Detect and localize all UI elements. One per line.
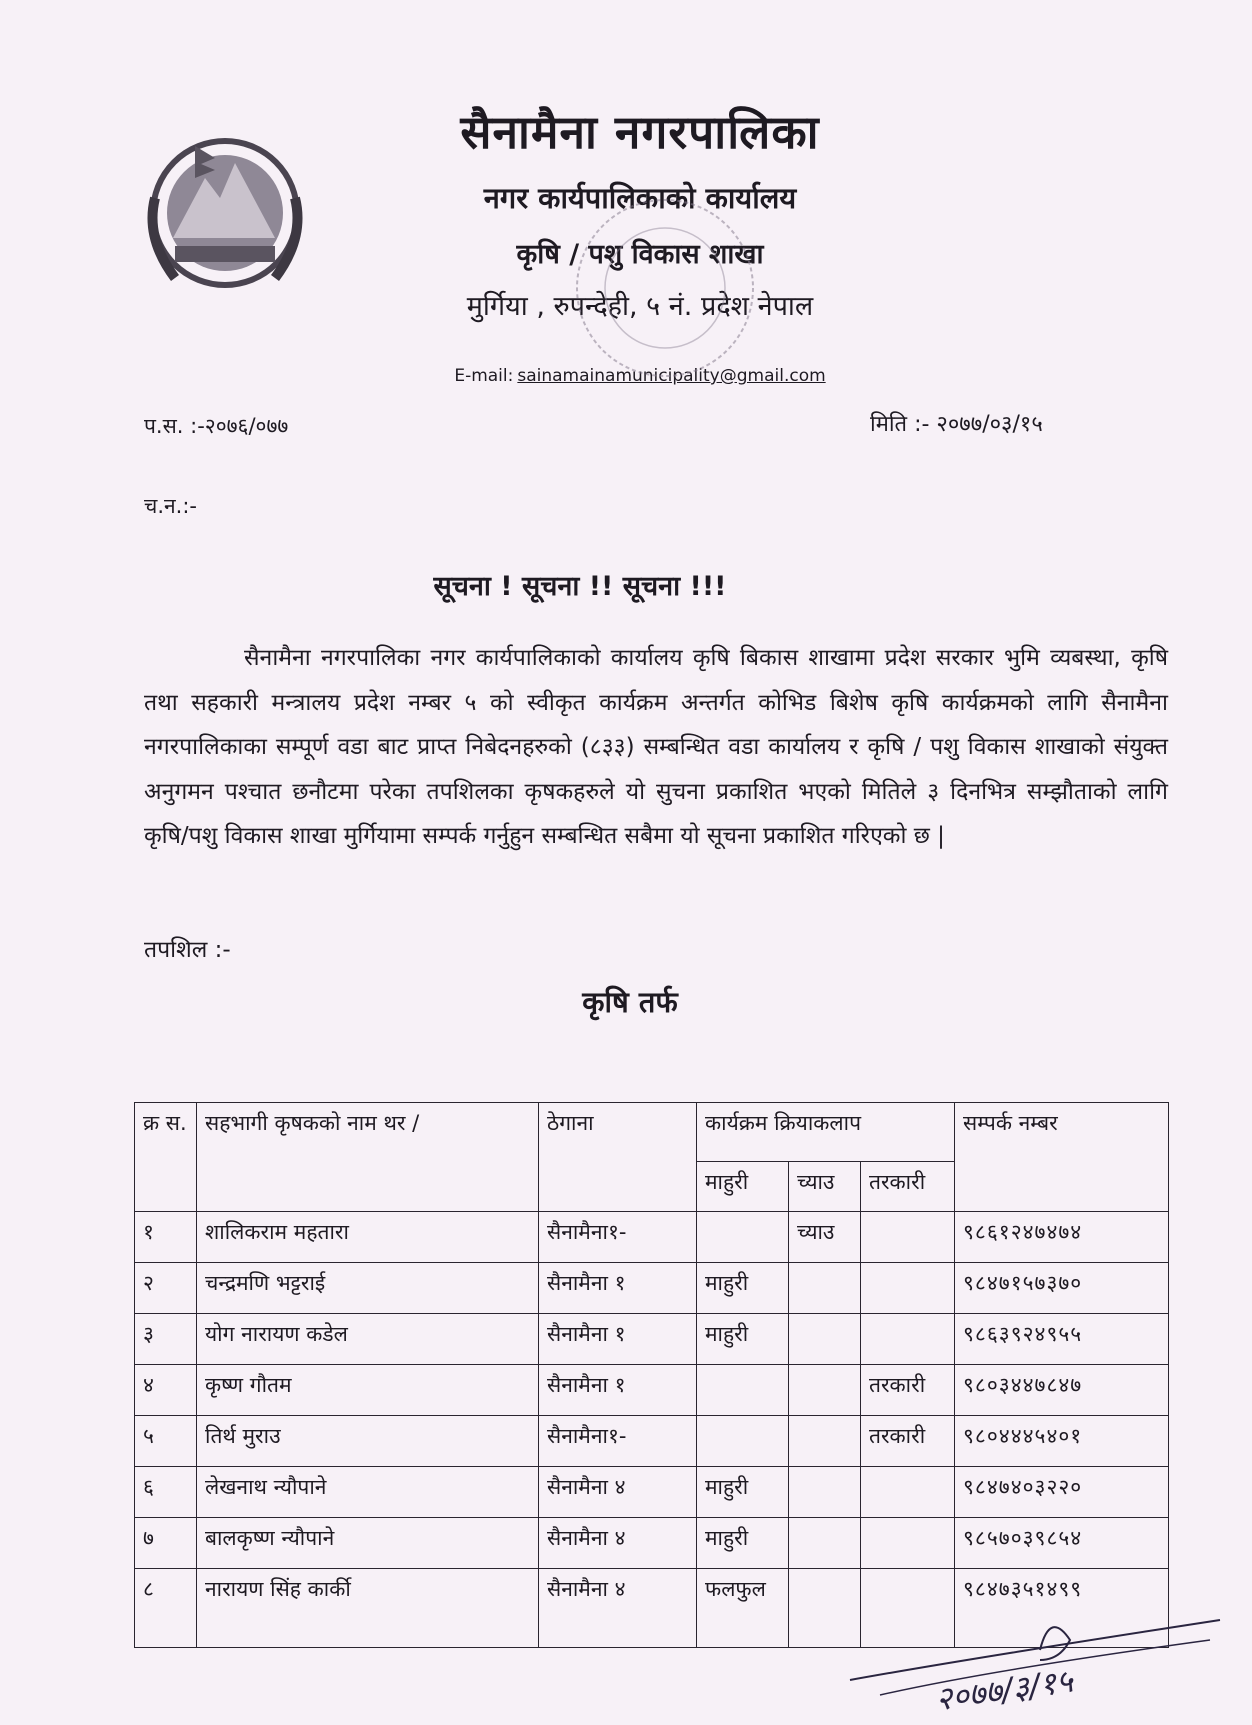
cell-name: योग नारायण कडेल xyxy=(197,1314,539,1365)
cell-address: सैनामैना १ xyxy=(539,1365,697,1416)
cell-vegetable xyxy=(861,1314,955,1365)
cell-sn: २ xyxy=(135,1263,197,1314)
cell-bee: फलफुल xyxy=(697,1569,789,1648)
cell-name: बालकृष्ण न्यौपाने xyxy=(197,1518,539,1569)
cell-address: सैनामैना १ xyxy=(539,1263,697,1314)
cell-address: सैनामैना ४ xyxy=(539,1518,697,1569)
cell-bee: माहुरी xyxy=(697,1467,789,1518)
header-mushroom: च्याउ xyxy=(789,1162,861,1212)
branch-name: कृषि / पशु विकास शाखा xyxy=(516,239,764,270)
table-row xyxy=(135,1365,1169,1416)
notice-body: सैनामैना नगरपालिका नगर कार्यपालिकाको कार्यालय कृषि बिकास शाखामा प्रदेश सरकार भुमि व्यबस्था, कृषि तथा सहकारी मन्त्रालय प्रदेश नम्बर ५ को स्वीकृत कार्यक्रम अन्तर्गत कोभिड बिशेष कृषि कार्यक्रमको लागि सैनामैना नगरपालिकाका सम्पूर्ण वडा बाट प्राप्त निबेदनहरुको (८३३) सम्बन्धित वडा कार्यालय र कृषि / पशु विकास शाखाको संयुक्त अनुगमन पश्चात छनौटमा परेका तपशिलका कृषकहरुले यो सुचना प्रकाशित भएको मितिले ३ दिनभित्र सम्झौताको लागि कृषि/पशु विकास शाखा मुर्गियामा सम्पर्क गर्नुहुन सम्बन्धित सबैमा यो सूचना प्रकाशित गरिएको छ | xyxy=(144,645,1168,850)
cell-bee xyxy=(697,1212,789,1263)
office-name: नगर कार्यपालिकाको कार्यालय xyxy=(483,181,797,215)
cell-vegetable: तरकारी xyxy=(861,1365,955,1416)
cell-vegetable: तरकारी xyxy=(861,1416,955,1467)
cell-bee: माहुरी xyxy=(697,1314,789,1365)
cell-phone: ९८४७४०३२२० xyxy=(955,1467,1169,1518)
cell-sn: ४ xyxy=(135,1365,197,1416)
header-sn: क्र स. xyxy=(135,1103,197,1212)
cell-bee: माहुरी xyxy=(697,1518,789,1569)
header-name: सहभागी कृषकको नाम थर / xyxy=(197,1103,539,1212)
cell-mushroom xyxy=(789,1365,861,1416)
cell-mushroom xyxy=(789,1416,861,1467)
nepal-emblem-icon xyxy=(135,118,315,298)
details-label: तपशिल :- xyxy=(144,937,231,963)
cell-name: कृष्ण गौतम xyxy=(197,1365,539,1416)
cell-sn: १ xyxy=(135,1212,197,1263)
table-row xyxy=(135,1263,1169,1314)
cell-vegetable xyxy=(861,1518,955,1569)
cell-address: सैनामैना १ xyxy=(539,1314,697,1365)
cell-vegetable xyxy=(861,1467,955,1518)
cell-name: तिर्थ मुराउ xyxy=(197,1416,539,1467)
farmer-table xyxy=(134,1102,1169,1648)
cell-mushroom xyxy=(789,1314,861,1365)
office-address: मुर्गिया , रुपन्देही, ५ नं. प्रदेश नेपाल xyxy=(466,291,814,322)
cell-address: सैनामैना ४ xyxy=(539,1467,697,1518)
cell-mushroom: च्याउ xyxy=(789,1212,861,1263)
reference-number: प.स. :-२०७६/०७७ xyxy=(144,414,289,438)
header-vegetable: तरकारी xyxy=(861,1162,955,1212)
cell-phone: ९८५७०३९८५४ xyxy=(955,1518,1169,1569)
cell-mushroom xyxy=(789,1263,861,1314)
signature-date: २०७७/३/१५ xyxy=(933,1661,1076,1719)
header-contact: सम्पर्क नम्बर xyxy=(955,1103,1169,1212)
cell-vegetable xyxy=(861,1212,955,1263)
cell-sn: ८ xyxy=(135,1569,197,1648)
email-label: E-mail: xyxy=(454,366,514,386)
cell-phone: ९८४७३५१४९९ xyxy=(955,1569,1169,1648)
cell-name: लेखनाथ न्यौपाने xyxy=(197,1467,539,1518)
header-bee: माहुरी xyxy=(697,1162,789,1212)
cell-phone: ९८६३९२४९५५ xyxy=(955,1314,1169,1365)
table-row xyxy=(135,1518,1169,1569)
email-link[interactable]: sainamainamunicipality@gmail.com xyxy=(517,366,826,386)
cell-phone: ९८४७१५७३७० xyxy=(955,1263,1169,1314)
table-row xyxy=(135,1467,1169,1518)
table-header-row xyxy=(135,1103,1169,1162)
cell-name: चन्द्रमणि भट्टराई xyxy=(197,1263,539,1314)
dispatch-number: च.न.:- xyxy=(144,494,197,518)
municipality-title: सैनामैना नगरपालिका xyxy=(460,105,820,159)
cell-address: सैनामैना१- xyxy=(539,1212,697,1263)
table-row xyxy=(135,1314,1169,1365)
cell-mushroom xyxy=(789,1518,861,1569)
cell-address: सैनामैना ४ xyxy=(539,1569,697,1648)
cell-bee xyxy=(697,1365,789,1416)
cell-mushroom xyxy=(789,1467,861,1518)
cell-bee xyxy=(697,1416,789,1467)
header-program: कार्यक्रम क्रियाकलाप xyxy=(697,1103,955,1162)
cell-name: शालिकराम महतारा xyxy=(197,1212,539,1263)
office-stamp-icon xyxy=(570,168,760,408)
cell-sn: ६ xyxy=(135,1467,197,1518)
cell-sn: ५ xyxy=(135,1416,197,1467)
cell-phone: ९८०३४४७८४७ xyxy=(955,1365,1169,1416)
cell-bee: माहुरी xyxy=(697,1263,789,1314)
cell-phone: ९८०४४४५४०१ xyxy=(955,1416,1169,1467)
table-row xyxy=(135,1212,1169,1263)
cell-phone: ९८६१२४७४७४ xyxy=(955,1212,1169,1263)
cell-address: सैनामैना१- xyxy=(539,1416,697,1467)
cell-sn: ३ xyxy=(135,1314,197,1365)
section-title: कृषि तर्फ xyxy=(582,985,678,1019)
cell-vegetable xyxy=(861,1263,955,1314)
notice-date: मिति :- २०७७/०३/१५ xyxy=(870,412,1043,437)
table-row xyxy=(135,1416,1169,1467)
cell-name: नारायण सिंह कार्की xyxy=(197,1569,539,1648)
notice-heading: सूचना ! सूचना !! सूचना !!! xyxy=(433,571,727,602)
cell-sn: ७ xyxy=(135,1518,197,1569)
header-address: ठेगाना xyxy=(539,1103,697,1212)
